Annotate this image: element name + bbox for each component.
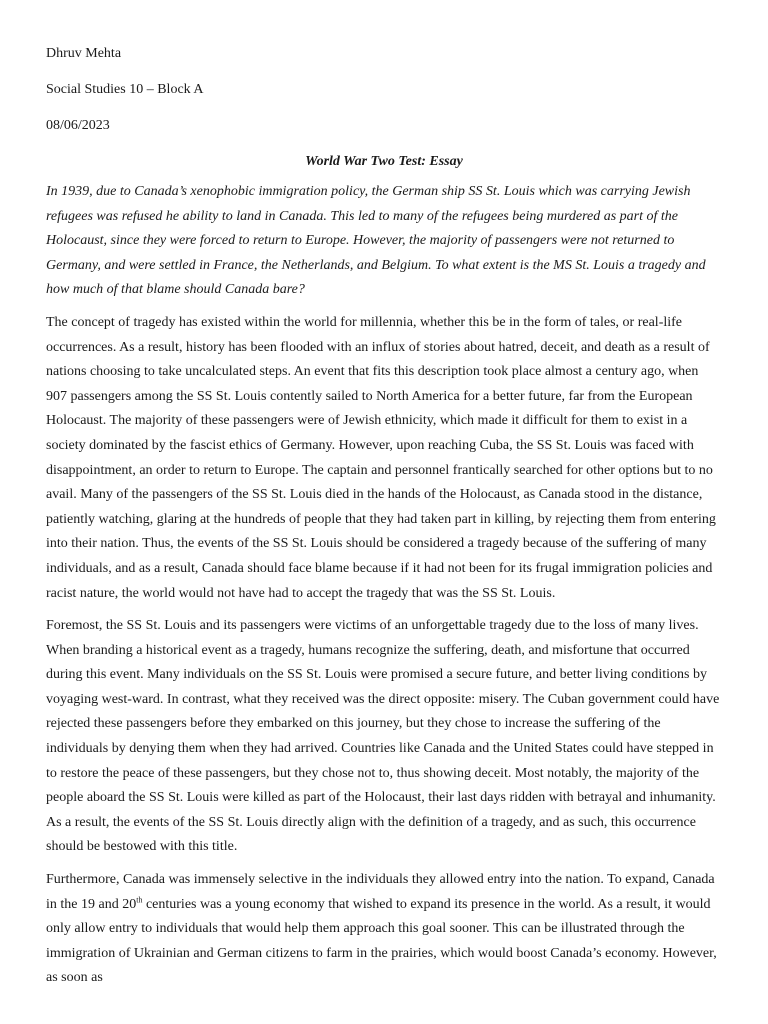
paragraph-body-2 — [46, 868, 722, 991]
ordinal-superscript: th — [136, 894, 143, 904]
paragraph-body-1: Foremost, the SS St. Louis and its passengers were victims of an unforgettable tragedy due to the loss of many lives. When branding a historical event as a tragedy, humans recognize the suffering, death, and misfortune that occurred during this event. Many individuals on the SS St. Louis were promised a secure future, and better living conditions by voyaging west-ward. In contrast, what they received was the direct opposite: misery. The Cuban government could have rejected these passengers before they embarked on this journey, but they chose to increase the suffering of the individuals by denying them when they had arrived. Countries like Canada and the United States could have stepped in to restore the peace of these passengers, but they chose not to, thus showing deceit. Most notably, the majority of the people aboard the SS St. Louis were killed as part of the Holocaust, their last days ridden with betrayal and inhumanity. As a result, the events of the SS St. Louis directly align with the definition of a tragedy, and as such, this occurrence should be bestowed with this title. — [46, 618, 720, 855]
essay-prompt: In 1939, due to Canada’s xenophobic immigration policy, the German ship SS St. Louis which was carrying Jewish refugees was refused he ability to land in Canada. This led to many of the refugees being murdered as part of the Holocaust, since they were forced to return to Europe. However, the majority of passengers were not returned to Germany, and were settled in France, the Netherlands, and Belgium. To what extent is the MS St. Louis a tragedy and how much of that blame should Canada bare? — [46, 184, 706, 298]
paragraph-introduction: The concept of tragedy has existed within the world for millennia, whether this be in the form of tales, or real-life occurrences. As a result, history has been flooded with an influx of stories about hatred, deceit, and death as a result of nations choosing to take uncalculated steps. An event that fits this description took place almost a century ago, when 907 passengers among the SS St. Louis contently sailed to North America for a better future, far from the European Holocaust. The majority of these passengers were of Jewish ethnicity, which made it difficult for them to exist in a society dominated by the fascist ethics of Germany. However, upon reaching Cuba, the SS St. Louis was faced with disappointment, an order to return to Europe. The captain and personnel frantically searched for other options but to no avail. Many of the passengers of the SS St. Louis died in the hands of the Holocaust, as Canada stood in the distance, patiently watching, glaring at the hundreds of people that they had taken part in killing, by rejecting them from entering into their nation. Thus, the events of the SS St. Louis should be considered a tragedy because of the suffering of many individuals, and as a result, Canada should face blame because if it had not been for its frugal immigration policies and racist nature, the world would not have had to accept the tragedy that was the SS St. Louis. — [46, 314, 716, 601]
paragraph-body-2-start: Furthermore, Canada was immensely selective in the individuals they allowed entry into the nation. To expand, Canada in the 19 and 20 — [46, 872, 715, 912]
paragraph-body-2-end: centuries was a young economy that wished to expand its presence in the world. As a result, it would only allow entry to individuals that would help them approach this goal sooner. This can be illustrated through the immigration of Ukrainian and German citizens to farm in the prairies, which would boost Canada’s economy. However, as soon as — [46, 896, 717, 986]
essay-title: World War Two Test: Essay — [305, 154, 463, 169]
course-name: Social Studies 10 – Block A — [46, 82, 204, 97]
essay-date: 08/06/2023 — [46, 118, 110, 133]
essay-page — [46, 44, 722, 999]
author-name: Dhruv Mehta — [46, 46, 122, 61]
